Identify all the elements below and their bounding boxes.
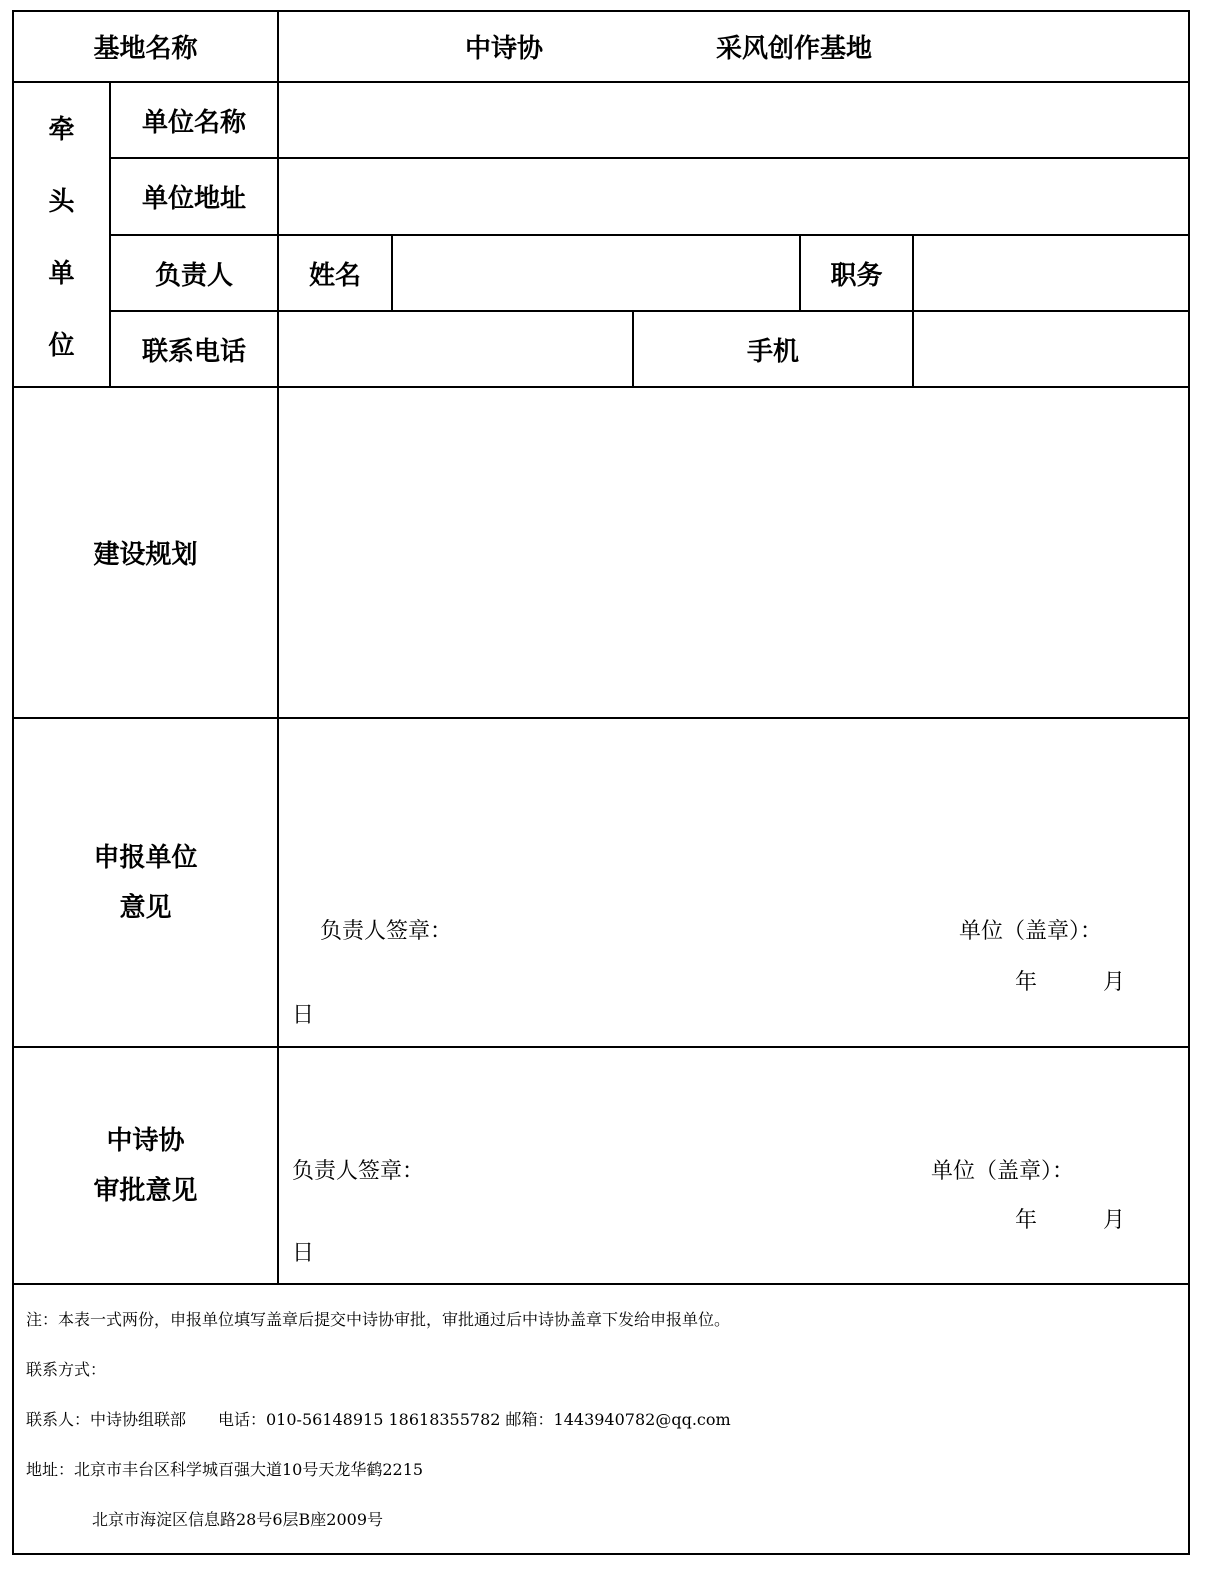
approval-day-label: 日 <box>292 1241 315 1266</box>
lead-unit-char-1: 牵 <box>48 114 75 145</box>
applicant-year-label: 年 <box>1015 970 1038 995</box>
name-field[interactable] <box>393 236 799 310</box>
construction-plan-label: 建设规划 <box>93 540 198 570</box>
lead-unit-char-2: 头 <box>48 186 75 217</box>
unit-name-label: 单位名称 <box>141 107 246 138</box>
applicant-month-label: 月 <box>1103 970 1126 995</box>
applicant-signature-label: 负责人签章： <box>320 919 453 944</box>
note-line: 注：本表一式两份，申报单位填写盖章后提交中诗协审批，审批通过后中诗协盖章下发给申报单位。 <box>26 1310 731 1329</box>
approval-month-label: 月 <box>1103 1208 1126 1233</box>
address-line-1: 地址：北京市丰台区科学城百强大道10号天龙华鹤2215 <box>26 1460 424 1479</box>
applicant-opinion-label <box>14 719 277 1046</box>
approval-opinion-label-line1: 中诗协 <box>106 1125 185 1156</box>
application-form <box>12 10 1190 1555</box>
approval-opinion-label-line2: 审批意见 <box>93 1175 198 1206</box>
phone-label: 联系电话 <box>141 336 246 367</box>
mobile-field[interactable] <box>914 312 1188 386</box>
lead-unit-char-3: 单 <box>48 258 75 289</box>
applicant-day-label: 日 <box>292 1003 315 1028</box>
approval-year-label: 年 <box>1015 1208 1038 1233</box>
applicant-opinion-label-line1: 申报单位 <box>93 842 198 873</box>
base-name-org: 中诗协 <box>464 34 543 64</box>
address-line-2: 北京市海淀区信息路28号6层B座2009号 <box>92 1510 384 1529</box>
unit-address-field[interactable] <box>279 159 1188 234</box>
base-name-label: 基地名称 <box>93 34 198 64</box>
approval-signature-label: 负责人签章： <box>292 1159 425 1184</box>
phone-field[interactable] <box>279 312 632 386</box>
approval-opinion-field[interactable] <box>279 1048 1188 1283</box>
unit-address-label: 单位地址 <box>141 184 246 214</box>
applicant-seal-label: 单位（盖章）： <box>959 919 1103 944</box>
contact-title: 联系方式： <box>26 1360 107 1379</box>
person-in-charge-label: 负责人 <box>154 260 233 291</box>
unit-name-field[interactable] <box>279 83 1188 157</box>
contact-person: 联系人：中诗协组联部 电话：010-56148915 18618355782 邮箱：1443940782@qq.com <box>26 1410 731 1429</box>
position-label: 职务 <box>830 260 883 291</box>
name-label: 姓名 <box>308 260 361 291</box>
applicant-opinion-field[interactable] <box>279 719 1188 1046</box>
approval-opinion-label <box>14 1048 277 1283</box>
notes-section <box>14 1285 1188 1553</box>
mobile-label: 手机 <box>746 336 799 367</box>
approval-seal-label: 单位（盖章）： <box>931 1159 1075 1184</box>
lead-unit-char-4: 位 <box>48 330 75 361</box>
construction-plan-field[interactable] <box>279 388 1188 717</box>
base-name-suffix: 采风创作基地 <box>715 34 872 64</box>
applicant-opinion-label-line2: 意见 <box>119 892 172 923</box>
position-field[interactable] <box>914 236 1188 310</box>
